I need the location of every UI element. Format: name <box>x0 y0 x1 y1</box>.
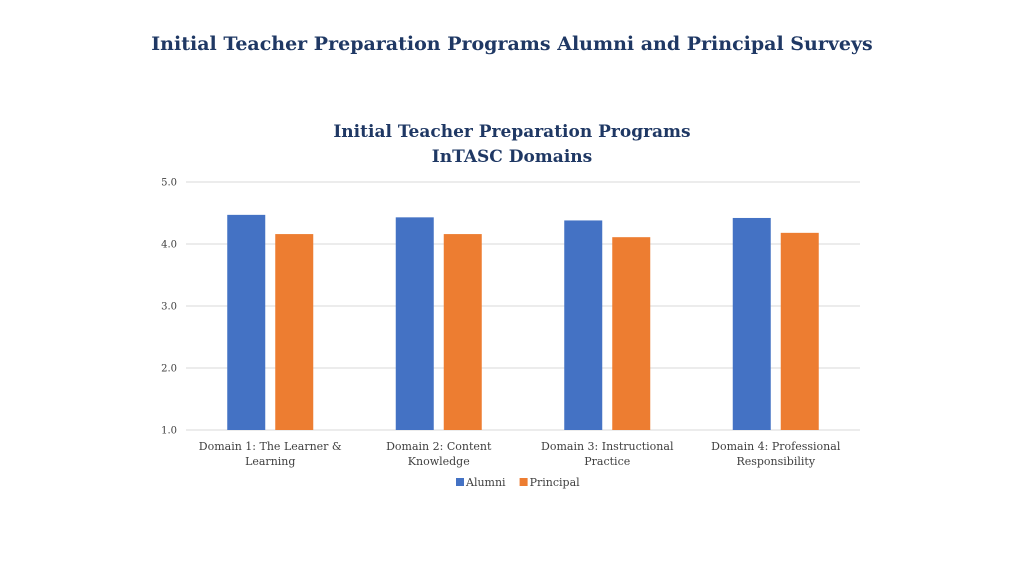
bar-alumni-1 <box>227 215 265 430</box>
y-tick-label: 2.0 <box>161 363 177 375</box>
x-category-label: Knowledge <box>407 455 470 468</box>
x-category-label: Domain 1: The Learner & <box>198 440 342 453</box>
chart-title-line: Initial Teacher Preparation Programs <box>333 122 691 142</box>
bar-principal-1 <box>275 234 313 430</box>
x-category-label: Responsibility <box>736 455 816 468</box>
x-category-label: Learning <box>245 455 296 468</box>
y-tick-label: 5.0 <box>161 177 177 189</box>
bar-alumni-4 <box>733 218 771 430</box>
chart-title-line: InTASC Domains <box>431 147 593 167</box>
legend-swatch-alumni <box>456 478 464 486</box>
legend-swatch-principal <box>520 478 528 486</box>
bar-principal-2 <box>444 234 482 430</box>
bar-principal-3 <box>612 237 650 430</box>
y-tick-label: 3.0 <box>161 301 177 313</box>
x-category-label: Domain 4: Professional <box>711 440 841 453</box>
x-category-label: Domain 2: Content <box>386 440 492 453</box>
legend-label-principal: Principal <box>529 476 580 489</box>
bar-alumni-3 <box>564 220 602 430</box>
y-tick-label: 1.0 <box>161 425 177 437</box>
y-tick-label: 4.0 <box>161 239 177 251</box>
x-category-label: Practice <box>584 455 631 468</box>
bar-principal-4 <box>781 233 819 430</box>
legend-label-alumni: Alumni <box>466 476 506 489</box>
x-category-label: Domain 3: Instructional <box>541 440 674 453</box>
bar-alumni-2 <box>396 217 434 430</box>
page-title: Initial Teacher Preparation Programs Alumni and Principal Surveys <box>151 33 873 55</box>
